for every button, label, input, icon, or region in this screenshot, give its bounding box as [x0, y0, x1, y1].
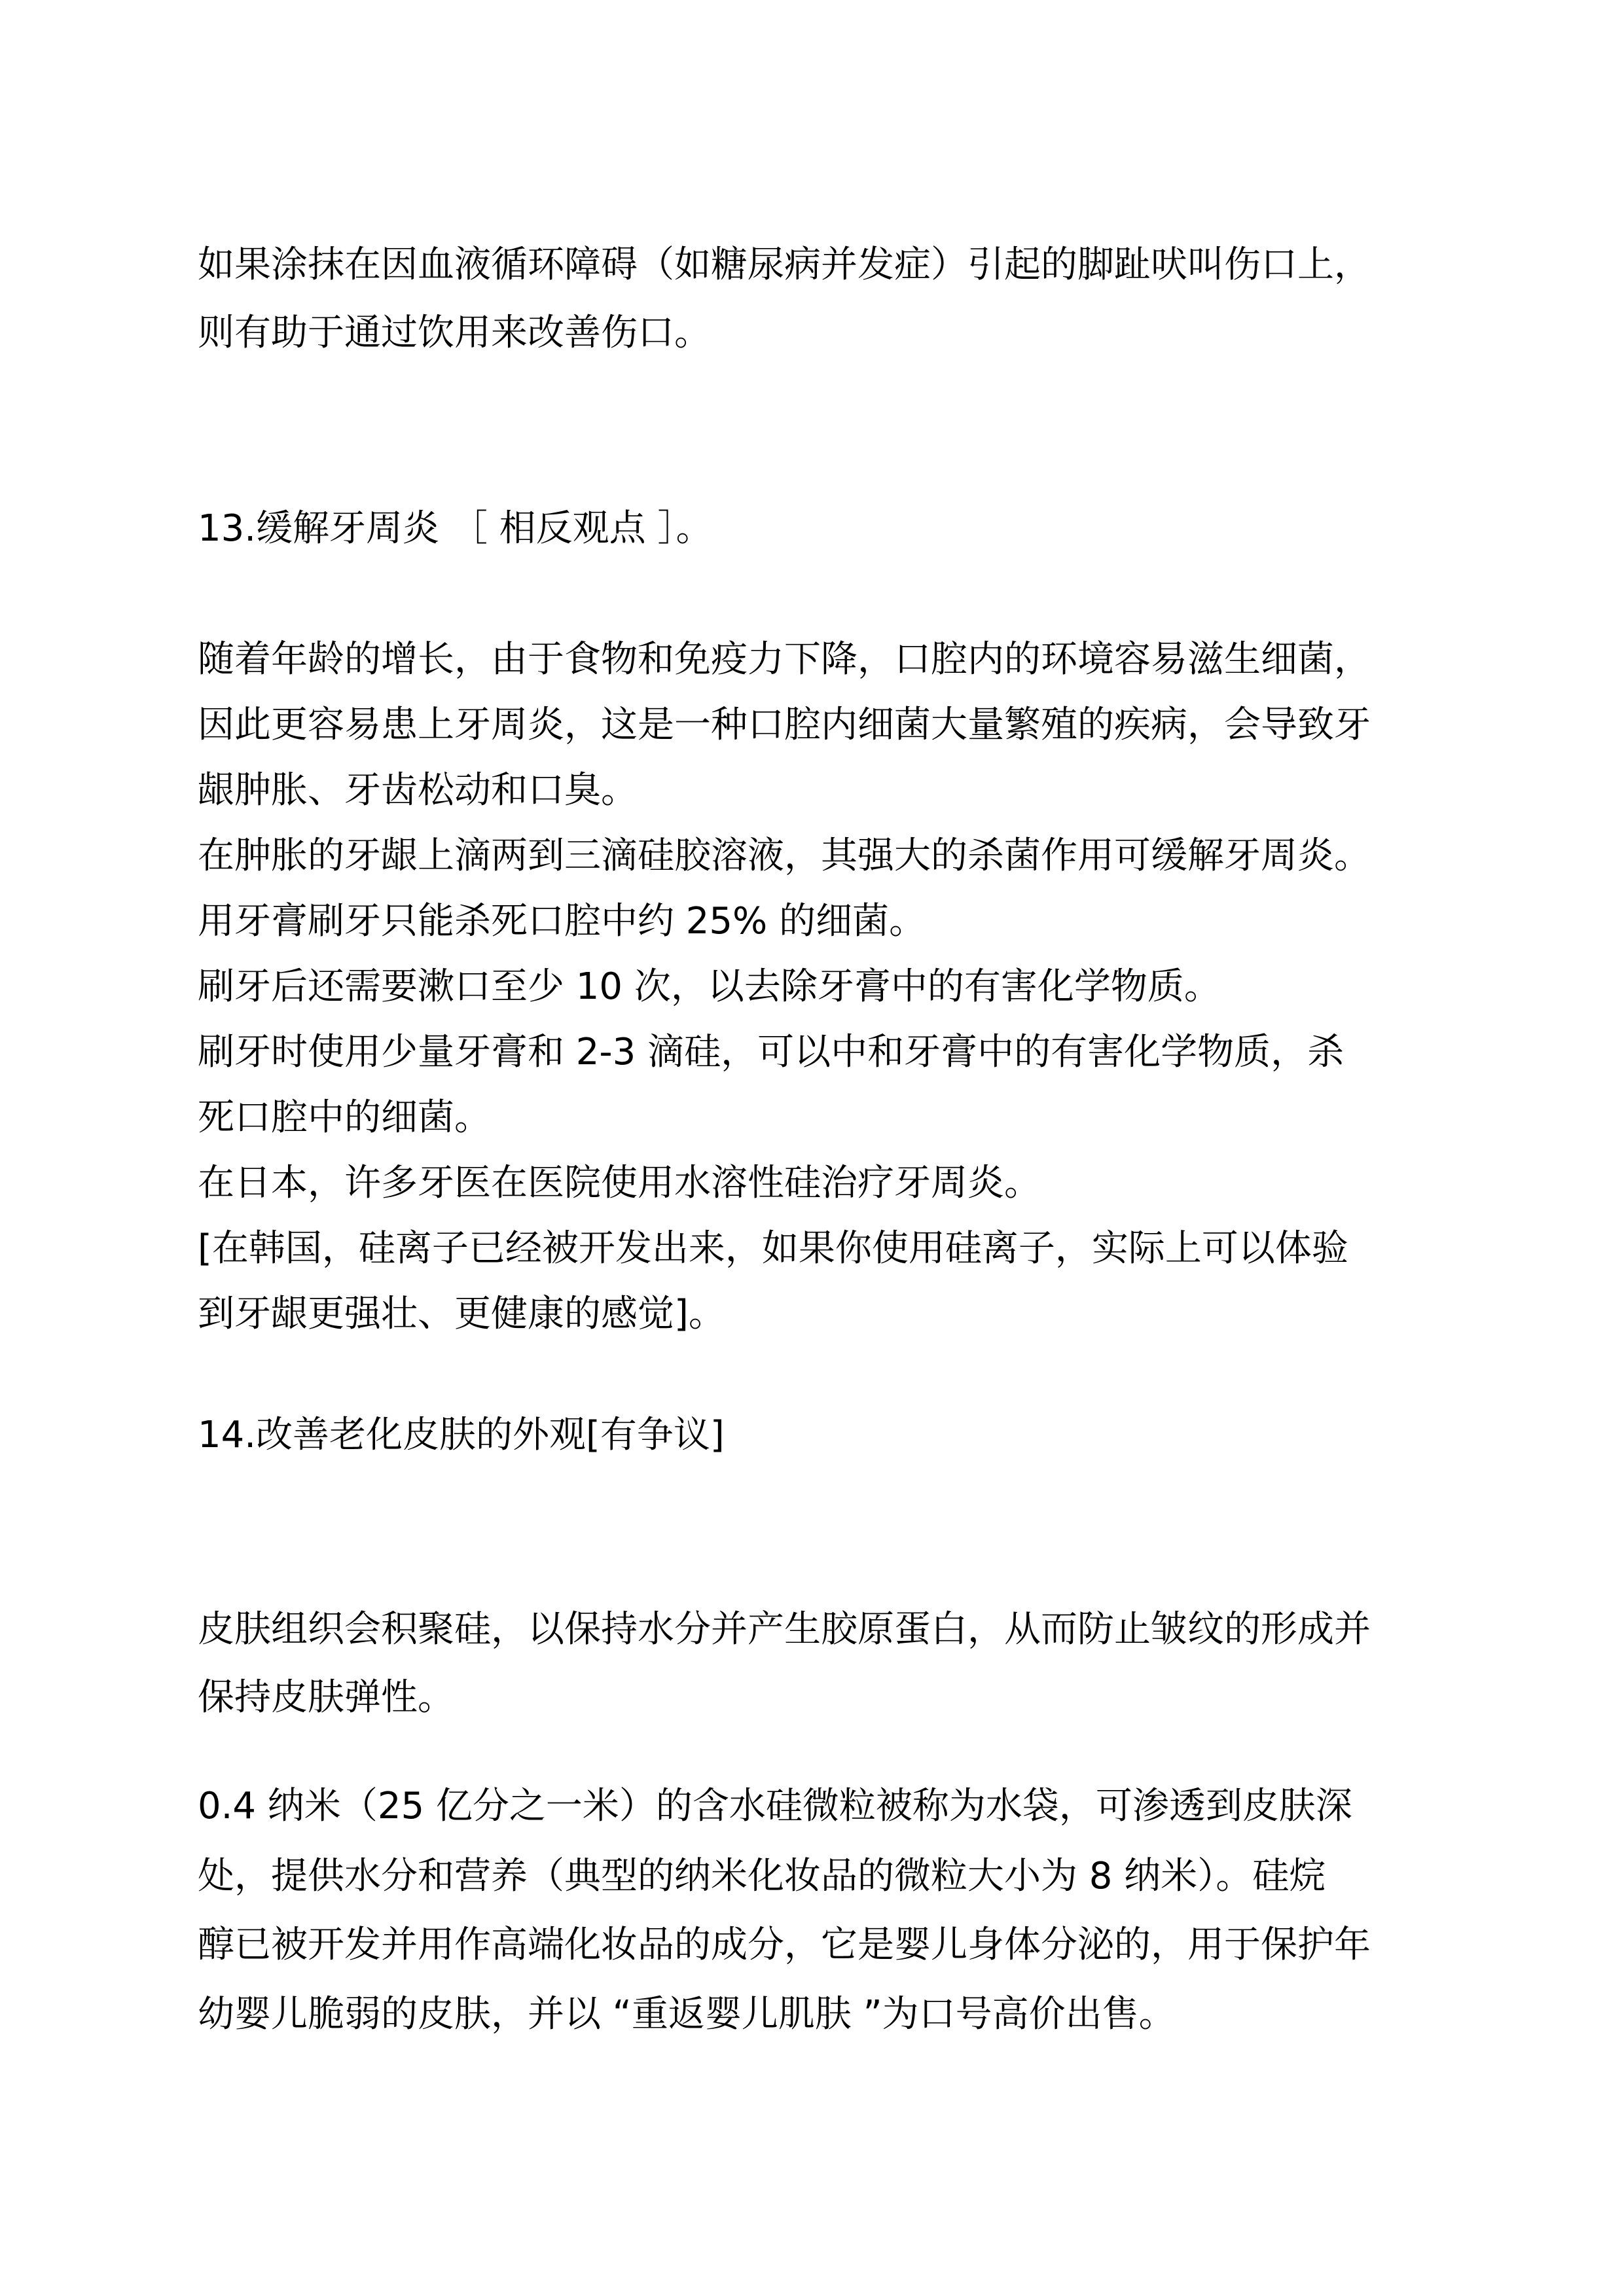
section-14-heading: 14.改善老化皮肤的外观[有争议] [198, 1414, 725, 1456]
section-13-line: 刷牙时使用少量牙膏和 2-3 滴硅，可以中和牙膏中的有害化学物质，杀 [198, 1031, 1344, 1073]
section-14-line: 保持皮肤弹性。 [198, 1676, 454, 1719]
section-14-line: 幼婴儿脆弱的皮肤，并以 “重返婴儿肌肤 ”为口号高价出售。 [198, 1993, 1176, 2036]
section-13-line: 死口腔中的细菌。 [198, 1096, 491, 1139]
section-14-line: 醇已被开发并用作高端化妆品的成分，它是婴儿身体分泌的，用于保护年 [198, 1924, 1371, 1966]
section-13-line: 龈肿胀、牙齿松动和口臭。 [198, 769, 638, 812]
section-13-line: 因此更容易患上牙周炎，这是一种口腔内细菌大量繁殖的疾病，会导致牙 [198, 704, 1371, 746]
section-13-line: 在肿胀的牙龈上滴两到三滴硅胶溶液，其强大的杀菌作用可缓解牙周炎。 [198, 834, 1371, 877]
section-13-heading: 13.缓解牙周炎 ［ 相反观点 ］。 [198, 507, 713, 550]
section-14-line: 皮肤组织会积聚硅，以保持水分并产生胶原蛋白，从而防止皱纹的形成并 [198, 1608, 1371, 1651]
section-13-line: 刷牙后还需要漱口至少 10 次，以去除牙膏中的有害化学物质。 [198, 965, 1221, 1008]
intro-line: 如果涂抹在因血液循环障碍（如糖尿病并发症）引起的脚趾吠叫伤口上， [198, 243, 1371, 286]
section-13-line: 用牙膏刷牙只能杀死口腔中约 25% 的细菌。 [198, 900, 926, 942]
section-14-line: 处，提供水分和营养（典型的纳米化妆品的微粒大小为 8 纳米）。硅烷 [198, 1855, 1326, 1897]
section-13-line: [在韩国，硅离子已经被开发出来，如果你使用硅离子，实际上可以体验 [198, 1227, 1348, 1270]
section-13-line: 在日本，许多牙医在医院使用水溶性硅治疗牙周炎。 [198, 1162, 1041, 1204]
section-13-line: 到牙龈更强壮、更健康的感觉]。 [198, 1293, 725, 1335]
section-14-line: 0.4 纳米（25 亿分之一米）的含水硅微粒被称为水袋，可渗透到皮肤深 [198, 1785, 1352, 1827]
intro-line: 则有助于通过饮用来改善伤口。 [198, 312, 711, 354]
section-13-line: 随着年龄的增长，由于食物和免疫力下降，口腔内的环境容易滋生细菌， [198, 638, 1371, 681]
